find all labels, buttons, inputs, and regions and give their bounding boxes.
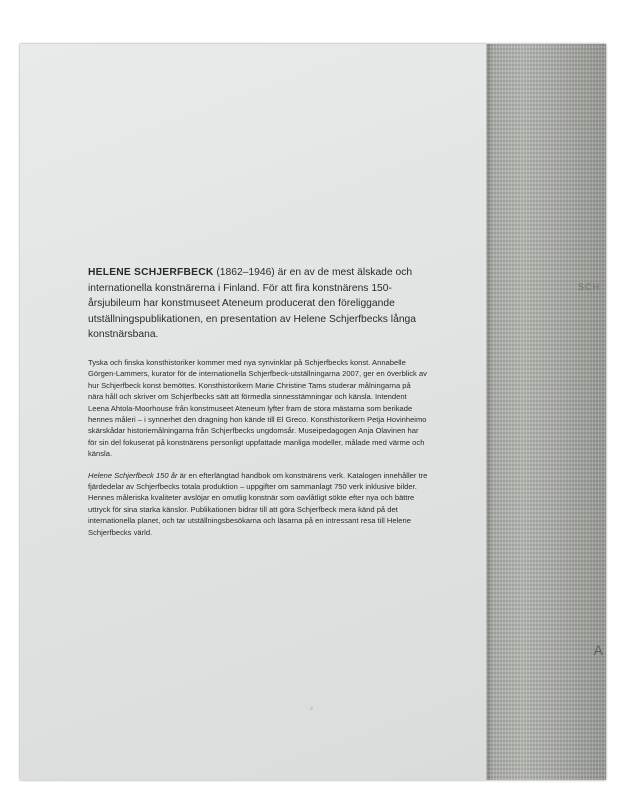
artist-name: HELENE SCHJERFBECK xyxy=(88,267,214,278)
cover-speck xyxy=(310,707,313,710)
catalogue-text: är en efterlängtad handbok om konstnärens verk. Katalogen innehåller tre fjärdedelar av Schjerfbecks totala produktion – uppgifter om sammanlagt 750 verk inklusive bilder. Hennes måleriska kvaliteter avslöjar en omutlig konstnär som oavlåtligt sökte efter nya och bättre uttryck för sina starka känslor. Publikationen bidrar till att göra Schjerfbeck mera känd på det internationella planet, och tar utställningsbesökarna och läsarna på en intressant resa till Helene Schjerfbecks värld. xyxy=(88,470,428,537)
paragraph-contributors: Tyska och finska konsthistoriker kommer med nya synvinklar på Schjerfbecks konst. Annabelle Görgen-Lammers, kurator för de internationella Schjerfbeck-utställningarna 2007, ger en överblick av hur Schjerfbeck konst bemöttes. Konsthistorikern Marie Christine Tams studerar målningarna på nära håll och skriver om Schjerfbecks sätt att förmedla sinnesstämningar och känsla. Intendent Leena Ahtola-Moorhouse från konstmuseet Ateneum lyfter fram de stora mästarna som berikade hennes måleri – i synnerhet den dragning hon kände till El Greco. Konsthistorikern Petja Hovinheimo skärskådar historiemålningarna från Schjerfbecks ungdomsår. Museipedagogen Anja Olavinen har för sin del fokuserat på konstnärens personligt uppfattade manliga modeller, målade med värme och känsla. xyxy=(88,357,427,459)
spine xyxy=(487,44,606,780)
lead-text: (1862–1946) är en av de mest älskade och internationella konstnärerna i Finland. För att fira konstnärens 150-årsjubileum har konstmuseet Ateneum producerat den föreliggande utställningspublikationen, en presentation av Helene Schjerfbecks långa konstnärsbana. xyxy=(88,267,416,341)
back-cover xyxy=(20,44,487,780)
spine-text-top: SCH xyxy=(577,282,600,292)
spine-shadow xyxy=(487,44,493,780)
book-title: Helene Schjerfbeck 150 år xyxy=(88,470,178,480)
paragraph-catalogue xyxy=(88,470,428,538)
book xyxy=(20,44,606,780)
lead-paragraph xyxy=(88,265,428,343)
spine-text-bottom: A xyxy=(593,642,604,658)
blurb xyxy=(88,265,428,548)
